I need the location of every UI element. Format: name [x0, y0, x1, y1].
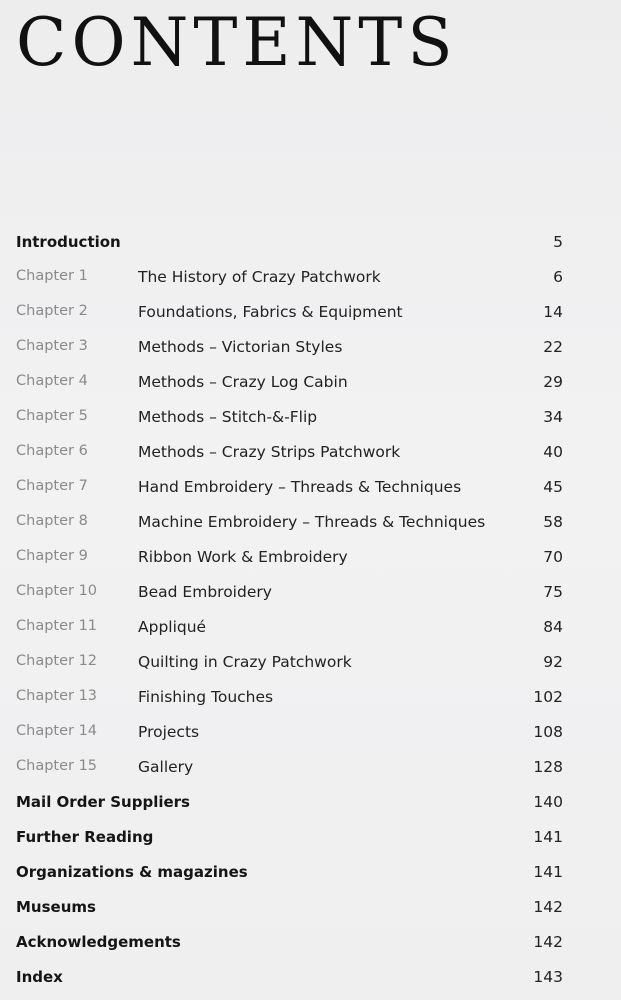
toc-entry	[0, 891, 621, 926]
toc-entry	[0, 541, 621, 576]
chapter-title: Machine Embroidery – Threads & Techniques	[138, 513, 486, 531]
chapter-title: Methods – Victorian Styles	[138, 338, 343, 356]
page-number: 34	[543, 408, 563, 426]
chapter-label: Chapter 15	[16, 758, 98, 774]
toc-entry	[0, 751, 621, 786]
toc-entry	[0, 961, 621, 996]
toc-entry	[0, 506, 621, 541]
chapter-title: Methods – Crazy Log Cabin	[138, 373, 348, 391]
section-label: Organizations & magazines	[16, 863, 248, 881]
toc-entry	[0, 331, 621, 366]
toc-entry	[0, 821, 621, 856]
page-number: 140	[533, 793, 563, 811]
chapter-label: Chapter 1	[16, 268, 88, 284]
chapter-title: Bead Embroidery	[138, 583, 272, 601]
toc-entry	[0, 681, 621, 716]
section-label: Index	[16, 968, 63, 986]
page-number: 141	[533, 863, 563, 881]
page-number: 92	[543, 653, 563, 671]
chapter-label: Chapter 11	[16, 618, 98, 634]
toc-entry	[0, 226, 621, 261]
chapter-label: Chapter 7	[16, 478, 88, 494]
page-number: 29	[543, 373, 563, 391]
chapter-label: Chapter 10	[16, 583, 98, 599]
page-number: 128	[533, 758, 563, 776]
section-label: Acknowledgements	[16, 933, 181, 951]
page-number: 108	[533, 723, 563, 741]
chapter-label: Chapter 4	[16, 373, 88, 389]
chapter-title: Methods – Stitch-&-Flip	[138, 408, 318, 426]
page-number: 142	[533, 898, 563, 916]
toc-entry	[0, 786, 621, 821]
page-number: 141	[533, 828, 563, 846]
toc-entry	[0, 646, 621, 681]
page-number: 143	[533, 968, 563, 986]
page-number: 45	[543, 478, 563, 496]
chapter-title: Finishing Touches	[138, 688, 274, 706]
chapter-title: Quilting in Crazy Patchwork	[138, 653, 352, 671]
chapter-label: Chapter 2	[16, 303, 88, 319]
toc-entry	[0, 296, 621, 331]
toc-entry	[0, 611, 621, 646]
page-number: 40	[543, 443, 563, 461]
page-title: CONTENTS	[16, 4, 458, 81]
chapter-title: Hand Embroidery – Threads & Techniques	[138, 478, 462, 496]
page-number: 6	[553, 268, 563, 286]
chapter-label: Chapter 13	[16, 688, 98, 704]
page-number: 70	[543, 548, 563, 566]
toc-entry	[0, 716, 621, 751]
page-number: 75	[543, 583, 563, 601]
chapter-label: Chapter 12	[16, 653, 98, 669]
chapter-label: Chapter 9	[16, 548, 88, 564]
page-number: 102	[533, 688, 563, 706]
page-number: 142	[533, 933, 563, 951]
chapter-label: Chapter 6	[16, 443, 88, 459]
page-number: 14	[543, 303, 563, 321]
section-label: Introduction	[16, 233, 121, 251]
chapter-title: Ribbon Work & Embroidery	[138, 548, 348, 566]
section-label: Mail Order Suppliers	[16, 793, 190, 811]
toc-entry	[0, 576, 621, 611]
page-number: 58	[543, 513, 563, 531]
page-number: 84	[543, 618, 563, 636]
chapter-title: Foundations, Fabrics & Equipment	[138, 303, 403, 321]
chapter-title: Appliqué	[138, 618, 207, 636]
chapter-label: Chapter 14	[16, 723, 98, 739]
chapter-label: Chapter 8	[16, 513, 88, 529]
page-number: 22	[543, 338, 563, 356]
toc-entry	[0, 261, 621, 296]
chapter-title: The History of Crazy Patchwork	[138, 268, 381, 286]
chapter-title: Gallery	[138, 758, 194, 776]
chapter-title: Projects	[138, 723, 200, 741]
chapter-label: Chapter 5	[16, 408, 88, 424]
toc-entry	[0, 366, 621, 401]
chapter-title: Methods – Crazy Strips Patchwork	[138, 443, 401, 461]
toc-entry	[0, 471, 621, 506]
page-number: 5	[553, 233, 563, 251]
toc-entry	[0, 436, 621, 471]
toc-entry	[0, 926, 621, 961]
chapter-label: Chapter 3	[16, 338, 88, 354]
toc-entry	[0, 856, 621, 891]
toc-entry	[0, 401, 621, 436]
section-label: Museums	[16, 898, 96, 916]
section-label: Further Reading	[16, 828, 154, 846]
